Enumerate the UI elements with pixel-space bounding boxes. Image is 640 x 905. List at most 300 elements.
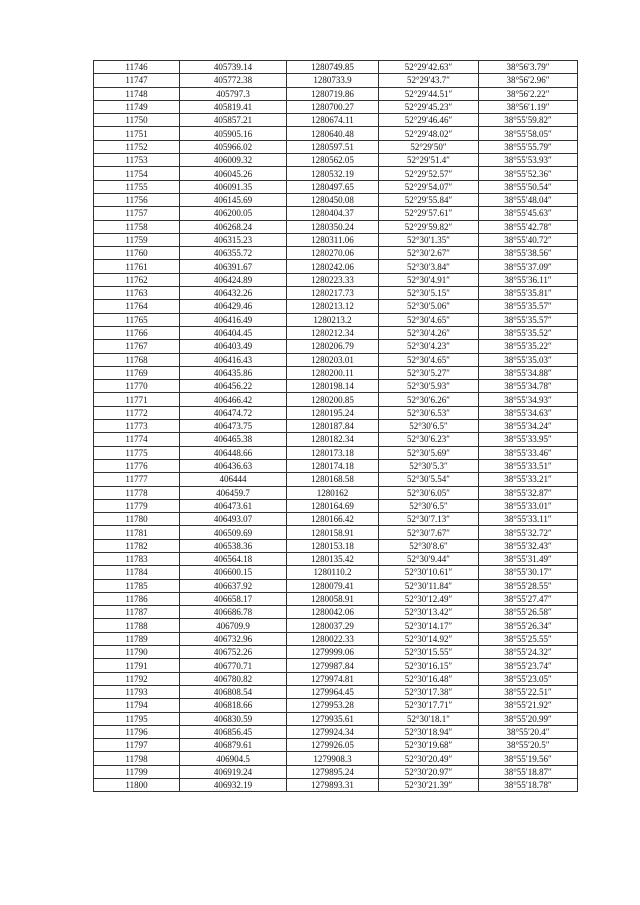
table-row: [94, 646, 578, 659]
table-row: [94, 433, 578, 446]
latitude-cell: 52°30′1.35″: [379, 233, 479, 246]
latitude-cell: 52°30′19.68″: [379, 739, 479, 752]
table-row: [94, 380, 578, 393]
x-coordinate-cell: 406752.26: [180, 646, 287, 659]
longitude-cell: 38°55′33.01″: [479, 499, 578, 512]
longitude-cell: 38°55′50.54″: [479, 180, 578, 193]
table-row: [94, 140, 578, 153]
table-row: [94, 260, 578, 273]
point-number-cell: 11800: [94, 779, 180, 792]
x-coordinate-cell: 406686.78: [180, 606, 287, 619]
x-coordinate-cell: 406856.45: [180, 725, 287, 738]
latitude-cell: 52°30′4.26″: [379, 326, 479, 339]
table-row: [94, 739, 578, 752]
x-coordinate-cell: 406091.35: [180, 180, 287, 193]
table-row: [94, 446, 578, 459]
latitude-cell: 52°30′12.49″: [379, 592, 479, 605]
table-row: [94, 353, 578, 366]
latitude-cell: 52°29′48.02″: [379, 127, 479, 140]
x-coordinate-cell: 406448.66: [180, 446, 287, 459]
table-row: [94, 765, 578, 778]
x-coordinate-cell: 406879.61: [180, 739, 287, 752]
point-number-cell: 11799: [94, 765, 180, 778]
point-number-cell: 11793: [94, 685, 180, 698]
table-row: [94, 313, 578, 326]
x-coordinate-cell: 405772.38: [180, 74, 287, 87]
point-number-cell: 11767: [94, 340, 180, 353]
latitude-cell: 52°30′7.67″: [379, 526, 479, 539]
y-coordinate-cell: 1280173.18: [287, 446, 379, 459]
y-coordinate-cell: 1280597.51: [287, 140, 379, 153]
latitude-cell: 52°30′5.3″: [379, 459, 479, 472]
y-coordinate-cell: 1280200.85: [287, 393, 379, 406]
latitude-cell: 52°30′4.23″: [379, 340, 479, 353]
y-coordinate-cell: 1280187.84: [287, 420, 379, 433]
point-number-cell: 11760: [94, 247, 180, 260]
latitude-cell: 52°30′6.5″: [379, 420, 479, 433]
y-coordinate-cell: 1280217.73: [287, 287, 379, 300]
y-coordinate-cell: 1280110.2: [287, 566, 379, 579]
table-row: [94, 725, 578, 738]
longitude-cell: 38°55′33.95″: [479, 433, 578, 446]
table-row: [94, 632, 578, 645]
longitude-cell: 38°55′33.46″: [479, 446, 578, 459]
y-coordinate-cell: 1279926.05: [287, 739, 379, 752]
y-coordinate-cell: 1279935.61: [287, 712, 379, 725]
y-coordinate-cell: 1280166.42: [287, 513, 379, 526]
longitude-cell: 38°55′35.52″: [479, 326, 578, 339]
point-number-cell: 11790: [94, 646, 180, 659]
point-number-cell: 11755: [94, 180, 180, 193]
point-number-cell: 11778: [94, 486, 180, 499]
table-row: [94, 127, 578, 140]
point-number-cell: 11769: [94, 366, 180, 379]
table-row: [94, 672, 578, 685]
longitude-cell: 38°56′2.22″: [479, 87, 578, 100]
latitude-cell: 52°30′5.15″: [379, 287, 479, 300]
table-row: [94, 340, 578, 353]
y-coordinate-cell: 1279953.28: [287, 699, 379, 712]
longitude-cell: 38°55′53.93″: [479, 154, 578, 167]
latitude-cell: 52°30′6.23″: [379, 433, 479, 446]
longitude-cell: 38°56′2.96″: [479, 74, 578, 87]
point-number-cell: 11757: [94, 207, 180, 220]
point-number-cell: 11786: [94, 592, 180, 605]
point-number-cell: 11765: [94, 313, 180, 326]
latitude-cell: 52°30′7.13″: [379, 513, 479, 526]
longitude-cell: 38°56′3.79″: [479, 61, 578, 74]
point-number-cell: 11772: [94, 406, 180, 419]
x-coordinate-cell: 406732.96: [180, 632, 287, 645]
y-coordinate-cell: 1280168.58: [287, 473, 379, 486]
longitude-cell: 38°55′23.74″: [479, 659, 578, 672]
latitude-cell: 52°30′6.05″: [379, 486, 479, 499]
table-row: [94, 180, 578, 193]
x-coordinate-cell: 406045.26: [180, 167, 287, 180]
latitude-cell: 52°30′17.71″: [379, 699, 479, 712]
y-coordinate-cell: 1279908.3: [287, 752, 379, 765]
point-number-cell: 11762: [94, 273, 180, 286]
coordinates-table: [93, 60, 578, 792]
x-coordinate-cell: 406474.72: [180, 406, 287, 419]
point-number-cell: 11756: [94, 193, 180, 206]
longitude-cell: 38°55′25.55″: [479, 632, 578, 645]
x-coordinate-cell: 406830.59: [180, 712, 287, 725]
latitude-cell: 52°29′43.7″: [379, 74, 479, 87]
y-coordinate-cell: 1280213.2: [287, 313, 379, 326]
x-coordinate-cell: 406435.86: [180, 366, 287, 379]
x-coordinate-cell: 406473.61: [180, 499, 287, 512]
x-coordinate-cell: 406538.36: [180, 539, 287, 552]
table-row: [94, 114, 578, 127]
longitude-cell: 38°55′40.72″: [479, 233, 578, 246]
x-coordinate-cell: 406456.22: [180, 380, 287, 393]
y-coordinate-cell: 1280174.18: [287, 459, 379, 472]
latitude-cell: 52°30′4.65″: [379, 353, 479, 366]
y-coordinate-cell: 1280158.91: [287, 526, 379, 539]
longitude-cell: 38°55′32.43″: [479, 539, 578, 552]
longitude-cell: 38°55′19.56″: [479, 752, 578, 765]
x-coordinate-cell: 406808.54: [180, 685, 287, 698]
x-coordinate-cell: 406355.72: [180, 247, 287, 260]
y-coordinate-cell: 1280195.24: [287, 406, 379, 419]
table-row: [94, 526, 578, 539]
longitude-cell: 38°55′23.05″: [479, 672, 578, 685]
latitude-cell: 52°30′15.55″: [379, 646, 479, 659]
longitude-cell: 38°55′32.72″: [479, 526, 578, 539]
y-coordinate-cell: 1280200.11: [287, 366, 379, 379]
table-row: [94, 659, 578, 672]
longitude-cell: 38°55′42.78″: [479, 220, 578, 233]
x-coordinate-cell: 406315.23: [180, 233, 287, 246]
longitude-cell: 38°55′30.17″: [479, 566, 578, 579]
latitude-cell: 52°30′5.54″: [379, 473, 479, 486]
latitude-cell: 52°29′51.4″: [379, 154, 479, 167]
x-coordinate-cell: 406200.05: [180, 207, 287, 220]
y-coordinate-cell: 1280404.37: [287, 207, 379, 220]
latitude-cell: 52°30′11.84″: [379, 579, 479, 592]
latitude-cell: 52°29′52.57″: [379, 167, 479, 180]
y-coordinate-cell: 1280700.27: [287, 100, 379, 113]
longitude-cell: 38°55′34.24″: [479, 420, 578, 433]
x-coordinate-cell: 405739.14: [180, 61, 287, 74]
longitude-cell: 38°55′27.47″: [479, 592, 578, 605]
point-number-cell: 11761: [94, 260, 180, 273]
y-coordinate-cell: 1280212.34: [287, 326, 379, 339]
point-number-cell: 11753: [94, 154, 180, 167]
latitude-cell: 52°29′45.23″: [379, 100, 479, 113]
x-coordinate-cell: 406268.24: [180, 220, 287, 233]
table-row: [94, 247, 578, 260]
x-coordinate-cell: 406564.18: [180, 552, 287, 565]
y-coordinate-cell: 1280203.01: [287, 353, 379, 366]
point-number-cell: 11766: [94, 326, 180, 339]
point-number-cell: 11748: [94, 87, 180, 100]
point-number-cell: 11779: [94, 499, 180, 512]
longitude-cell: 38°55′35.57″: [479, 313, 578, 326]
point-number-cell: 11777: [94, 473, 180, 486]
longitude-cell: 38°55′33.51″: [479, 459, 578, 472]
longitude-cell: 38°55′35.22″: [479, 340, 578, 353]
x-coordinate-cell: 406459.7: [180, 486, 287, 499]
x-coordinate-cell: 406509.69: [180, 526, 287, 539]
point-number-cell: 11770: [94, 380, 180, 393]
point-number-cell: 11747: [94, 74, 180, 87]
table-row: [94, 539, 578, 552]
latitude-cell: 52°30′16.15″: [379, 659, 479, 672]
y-coordinate-cell: 1280206.79: [287, 340, 379, 353]
table-row: [94, 592, 578, 605]
longitude-cell: 38°55′28.55″: [479, 579, 578, 592]
longitude-cell: 38°55′52.36″: [479, 167, 578, 180]
table-row: [94, 61, 578, 74]
point-number-cell: 11795: [94, 712, 180, 725]
latitude-cell: 52°30′16.48″: [379, 672, 479, 685]
longitude-cell: 38°55′59.82″: [479, 114, 578, 127]
x-coordinate-cell: 406493.07: [180, 513, 287, 526]
point-number-cell: 11746: [94, 61, 180, 74]
latitude-cell: 52°30′18.94″: [379, 725, 479, 738]
point-number-cell: 11763: [94, 287, 180, 300]
longitude-cell: 38°55′58.05″: [479, 127, 578, 140]
x-coordinate-cell: 406416.43: [180, 353, 287, 366]
point-number-cell: 11781: [94, 526, 180, 539]
x-coordinate-cell: 405819.41: [180, 100, 287, 113]
y-coordinate-cell: 1280135.42: [287, 552, 379, 565]
point-number-cell: 11752: [94, 140, 180, 153]
longitude-cell: 38°55′35.81″: [479, 287, 578, 300]
point-number-cell: 11774: [94, 433, 180, 446]
table-row: [94, 420, 578, 433]
longitude-cell: 38°55′36.11″: [479, 273, 578, 286]
point-number-cell: 11758: [94, 220, 180, 233]
x-coordinate-cell: 405966.02: [180, 140, 287, 153]
x-coordinate-cell: 406919.24: [180, 765, 287, 778]
x-coordinate-cell: 406429.46: [180, 300, 287, 313]
y-coordinate-cell: 1280497.65: [287, 180, 379, 193]
x-coordinate-cell: 406391.67: [180, 260, 287, 273]
x-coordinate-cell: 406600.15: [180, 566, 287, 579]
x-coordinate-cell: 406466.42: [180, 393, 287, 406]
longitude-cell: 38°55′34.93″: [479, 393, 578, 406]
x-coordinate-cell: 406404.45: [180, 326, 287, 339]
y-coordinate-cell: 1279987.84: [287, 659, 379, 672]
y-coordinate-cell: 1280198.14: [287, 380, 379, 393]
latitude-cell: 52°30′9.44″: [379, 552, 479, 565]
table-row: [94, 579, 578, 592]
x-coordinate-cell: 406780.82: [180, 672, 287, 685]
latitude-cell: 52°30′4.65″: [379, 313, 479, 326]
x-coordinate-cell: 406637.92: [180, 579, 287, 592]
longitude-cell: 38°55′55.79″: [479, 140, 578, 153]
longitude-cell: 38°55′21.92″: [479, 699, 578, 712]
longitude-cell: 38°55′24.32″: [479, 646, 578, 659]
table-row: [94, 699, 578, 712]
latitude-cell: 52°30′14.17″: [379, 619, 479, 632]
longitude-cell: 38°55′38.56″: [479, 247, 578, 260]
table-row: [94, 273, 578, 286]
latitude-cell: 52°30′14.92″: [379, 632, 479, 645]
y-coordinate-cell: 1280164.69: [287, 499, 379, 512]
x-coordinate-cell: 406424.89: [180, 273, 287, 286]
y-coordinate-cell: 1280674.11: [287, 114, 379, 127]
table-row: [94, 326, 578, 339]
point-number-cell: 11785: [94, 579, 180, 592]
point-number-cell: 11775: [94, 446, 180, 459]
longitude-cell: 38°55′20.5″: [479, 739, 578, 752]
table-row: [94, 486, 578, 499]
longitude-cell: 38°55′31.49″: [479, 552, 578, 565]
x-coordinate-cell: 406465.38: [180, 433, 287, 446]
point-number-cell: 11791: [94, 659, 180, 672]
y-coordinate-cell: 1279999.06: [287, 646, 379, 659]
longitude-cell: 38°55′20.4″: [479, 725, 578, 738]
y-coordinate-cell: 1280058.91: [287, 592, 379, 605]
table-row: [94, 366, 578, 379]
latitude-cell: 52°29′44.51″: [379, 87, 479, 100]
table-row: [94, 473, 578, 486]
latitude-cell: 52°30′5.06″: [379, 300, 479, 313]
table-row: [94, 74, 578, 87]
y-coordinate-cell: 1279924.34: [287, 725, 379, 738]
y-coordinate-cell: 1280719.86: [287, 87, 379, 100]
point-number-cell: 11789: [94, 632, 180, 645]
x-coordinate-cell: 405797.3: [180, 87, 287, 100]
latitude-cell: 52°29′55.84″: [379, 193, 479, 206]
y-coordinate-cell: 1280242.06: [287, 260, 379, 273]
latitude-cell: 52°29′50″: [379, 140, 479, 153]
table-row: [94, 167, 578, 180]
table-row: [94, 100, 578, 113]
y-coordinate-cell: 1280079.41: [287, 579, 379, 592]
x-coordinate-cell: 406904.5: [180, 752, 287, 765]
latitude-cell: 52°30′8.6″: [379, 539, 479, 552]
table-row: [94, 606, 578, 619]
point-number-cell: 11754: [94, 167, 180, 180]
table-row: [94, 779, 578, 792]
point-number-cell: 11771: [94, 393, 180, 406]
latitude-cell: 52°30′18.1″: [379, 712, 479, 725]
longitude-cell: 38°55′26.58″: [479, 606, 578, 619]
point-number-cell: 11794: [94, 699, 180, 712]
point-number-cell: 11792: [94, 672, 180, 685]
table-row: [94, 406, 578, 419]
x-coordinate-cell: 406709.9: [180, 619, 287, 632]
table-row: [94, 685, 578, 698]
longitude-cell: 38°55′37.09″: [479, 260, 578, 273]
table-row: [94, 287, 578, 300]
point-number-cell: 11751: [94, 127, 180, 140]
y-coordinate-cell: 1279964.45: [287, 685, 379, 698]
table-row: [94, 499, 578, 512]
table-row: [94, 207, 578, 220]
y-coordinate-cell: 1280640.48: [287, 127, 379, 140]
latitude-cell: 52°30′10.61″: [379, 566, 479, 579]
table-row: [94, 566, 578, 579]
latitude-cell: 52°30′20.97″: [379, 765, 479, 778]
point-number-cell: 11759: [94, 233, 180, 246]
longitude-cell: 38°55′20.99″: [479, 712, 578, 725]
longitude-cell: 38°55′33.21″: [479, 473, 578, 486]
longitude-cell: 38°55′34.78″: [479, 380, 578, 393]
y-coordinate-cell: 1280153.18: [287, 539, 379, 552]
latitude-cell: 52°30′5.93″: [379, 380, 479, 393]
table-row: [94, 459, 578, 472]
y-coordinate-cell: 1279895.24: [287, 765, 379, 778]
point-number-cell: 11780: [94, 513, 180, 526]
x-coordinate-cell: 406658.17: [180, 592, 287, 605]
latitude-cell: 52°29′46.46″: [379, 114, 479, 127]
x-coordinate-cell: 406436.63: [180, 459, 287, 472]
latitude-cell: 52°30′5.27″: [379, 366, 479, 379]
table-row: [94, 393, 578, 406]
point-number-cell: 11773: [94, 420, 180, 433]
latitude-cell: 52°29′42.63″: [379, 61, 479, 74]
x-coordinate-cell: 405905.16: [180, 127, 287, 140]
y-coordinate-cell: 1279893.31: [287, 779, 379, 792]
table-row: [94, 752, 578, 765]
point-number-cell: 11784: [94, 566, 180, 579]
y-coordinate-cell: 1280270.06: [287, 247, 379, 260]
y-coordinate-cell: 1280733.9: [287, 74, 379, 87]
longitude-cell: 38°55′22.51″: [479, 685, 578, 698]
point-number-cell: 11768: [94, 353, 180, 366]
latitude-cell: 52°30′6.53″: [379, 406, 479, 419]
point-number-cell: 11750: [94, 114, 180, 127]
latitude-cell: 52°30′21.39″: [379, 779, 479, 792]
table-row: [94, 619, 578, 632]
longitude-cell: 38°55′18.87″: [479, 765, 578, 778]
table-row: [94, 154, 578, 167]
latitude-cell: 52°30′2.67″: [379, 247, 479, 260]
x-coordinate-cell: 405857.21: [180, 114, 287, 127]
x-coordinate-cell: 406473.75: [180, 420, 287, 433]
x-coordinate-cell: 406009.32: [180, 154, 287, 167]
longitude-cell: 38°55′34.63″: [479, 406, 578, 419]
y-coordinate-cell: 1280350.24: [287, 220, 379, 233]
point-number-cell: 11796: [94, 725, 180, 738]
latitude-cell: 52°30′6.5″: [379, 499, 479, 512]
longitude-cell: 38°55′35.03″: [479, 353, 578, 366]
x-coordinate-cell: 406932.19: [180, 779, 287, 792]
point-number-cell: 11788: [94, 619, 180, 632]
table-row: [94, 193, 578, 206]
point-number-cell: 11797: [94, 739, 180, 752]
table-row: [94, 552, 578, 565]
point-number-cell: 11782: [94, 539, 180, 552]
y-coordinate-cell: 1280749.85: [287, 61, 379, 74]
y-coordinate-cell: 1280162: [287, 486, 379, 499]
y-coordinate-cell: 1280022.33: [287, 632, 379, 645]
x-coordinate-cell: 406403.49: [180, 340, 287, 353]
y-coordinate-cell: 1280532.19: [287, 167, 379, 180]
point-number-cell: 11787: [94, 606, 180, 619]
point-number-cell: 11798: [94, 752, 180, 765]
y-coordinate-cell: 1280213.12: [287, 300, 379, 313]
table-row: [94, 87, 578, 100]
x-coordinate-cell: 406818.66: [180, 699, 287, 712]
longitude-cell: 38°55′33.11″: [479, 513, 578, 526]
longitude-cell: 38°55′32.87″: [479, 486, 578, 499]
latitude-cell: 52°30′4.91″: [379, 273, 479, 286]
longitude-cell: 38°55′45.63″: [479, 207, 578, 220]
y-coordinate-cell: 1280562.05: [287, 154, 379, 167]
table-row: [94, 513, 578, 526]
table-row: [94, 300, 578, 313]
longitude-cell: 38°55′35.57″: [479, 300, 578, 313]
coordinates-table-body: [94, 61, 578, 792]
table-row: [94, 220, 578, 233]
